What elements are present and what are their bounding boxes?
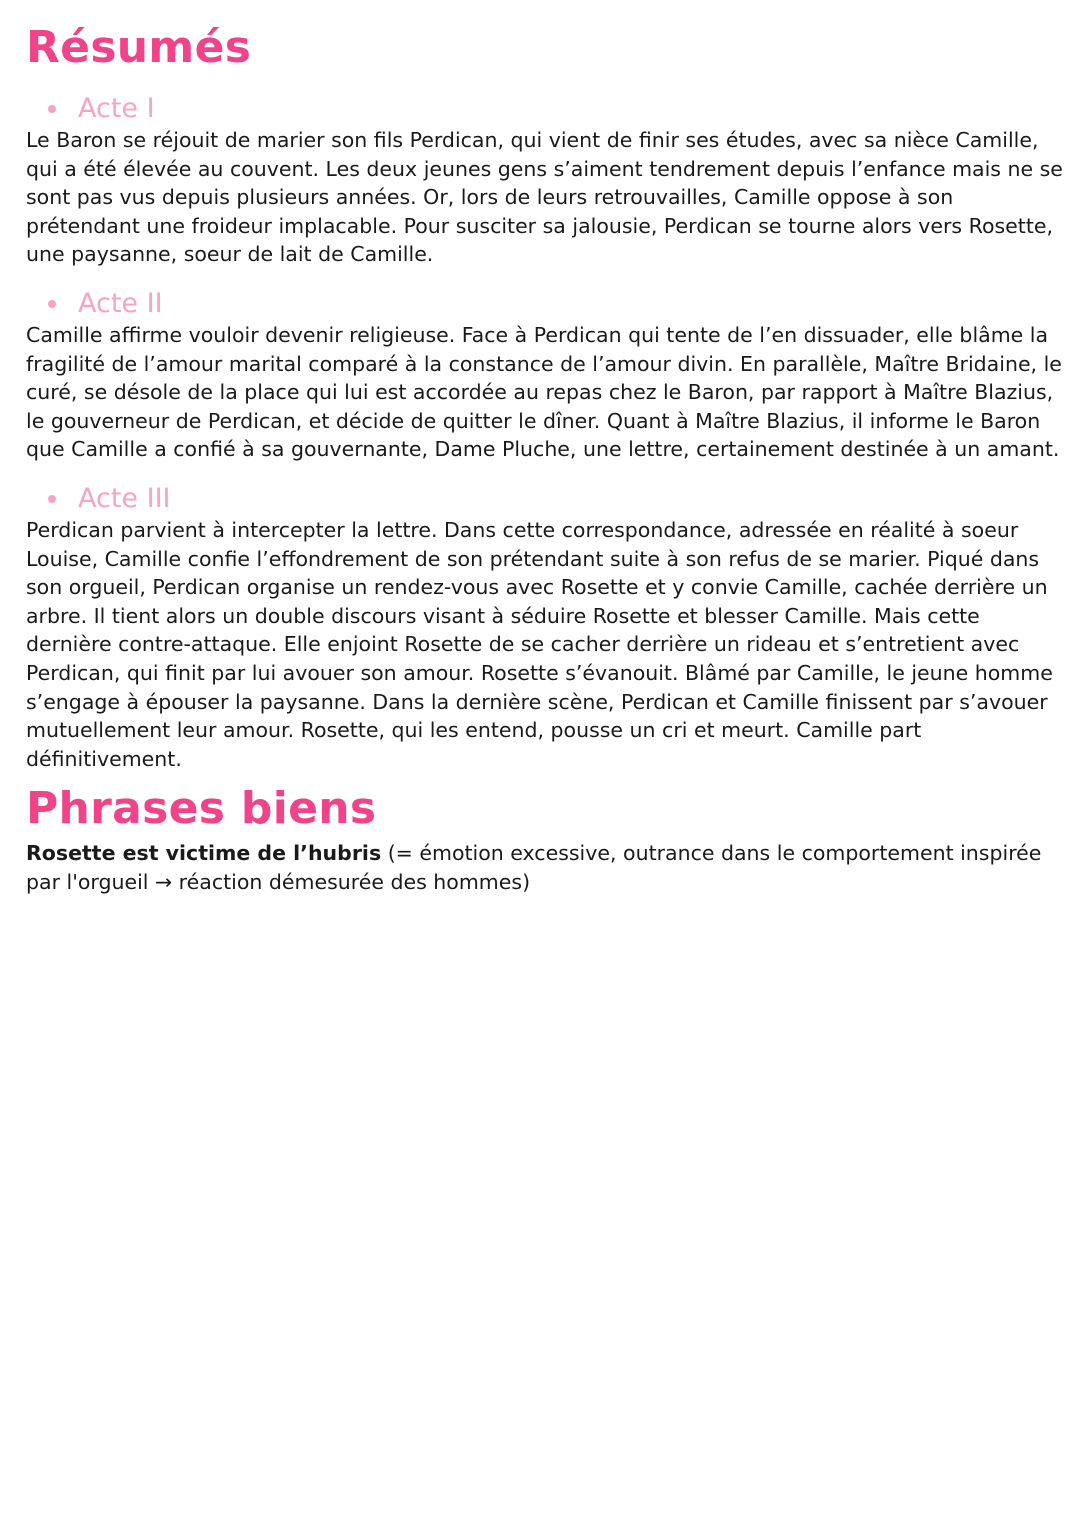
section-title-resumes: Résumés — [26, 22, 252, 73]
act-block-2 — [26, 287, 1066, 464]
document-page — [26, 18, 1066, 896]
act-heading-label: Acte II — [78, 287, 163, 319]
bullet-icon — [48, 105, 56, 113]
act-block-3 — [26, 482, 1066, 773]
act-summary-3: Perdican parvient à intercepter la lettre. Dans cette correspondance, adressée en réalité à soeur Louise, Camille confie l’effondrement de son prétendant suite à son refus de se marier. Piqué dans son orgueil, Perdican organise un rendez-vous avec Rosette et y convie Camille, cachée derrière un arbre. Il tient alors un double discours visant à séduire Rosette et blesser Camille. Mais cette dernière contre-attaque. Elle enjoint Rosette de se cacher derrière un rideau et s’entretient avec Perdican, qui finit par lui avouer son amour. Rosette s’évanouit. Blâmé par Camille, le jeune homme s’engage à épouser la paysanne. Dans la dernière scène, Perdican et Camille finissent par s’avouer mutuellement leur amour. Rosette, qui les entend, pousse un cri et meurt. Camille part définitivement. — [26, 517, 1053, 771]
act-summary-1: Le Baron se réjouit de marier son fils Perdican, qui vient de finir ses études, avec sa nièce Camille, qui a été élevée au couvent. Les deux jeunes gens s’aiment tendrement depuis l’enfance mais ne se sont pas vus depuis plusieurs années. Or, lors de leurs retrouvailles, Camille oppose à son prétendant une froideur implacable. Pour susciter sa jalousie, Perdican se tourne alors vers Rosette, une paysanne, soeur de lait de Camille. — [26, 128, 1063, 267]
act-block-1 — [26, 92, 1066, 269]
act-heading-label: Acte I — [78, 93, 155, 124]
phrase-definition: (= émotion excessive, outrance dans le comportement inspirée par l'orgueil → réaction démesurée des hommes) — [26, 841, 1042, 894]
phrase-item — [26, 839, 1066, 896]
section-title-phrases: Phrases biens — [26, 783, 377, 835]
act-heading-label: Acte III — [78, 482, 171, 514]
bullet-icon — [48, 300, 56, 308]
act-heading-2 — [26, 287, 1066, 321]
bullet-icon — [48, 495, 56, 503]
act-heading-3 — [26, 482, 1066, 516]
phrase-key-term: Rosette est victime de l’hubris — [26, 841, 382, 866]
act-heading-1 — [26, 92, 1066, 126]
act-summary-2: Camille affirme vouloir devenir religieuse. Face à Perdican qui tente de l’en dissuader, elle blâme la fragilité de l’amour marital comparé à la constance de l’amour divin. En parallèle, Maître Bridaine, le curé, se désole de la place qui lui est accordée au repas chez le Baron, par rapport à Maître Blazius, le gouverneur de Perdican, et décide de quitter le dîner. Quant à Maître Blazius, il informe le Baron que Camille a confié à sa gouvernante, Dame Pluche, une lettre, certainement destinée à un amant. — [26, 322, 1062, 462]
